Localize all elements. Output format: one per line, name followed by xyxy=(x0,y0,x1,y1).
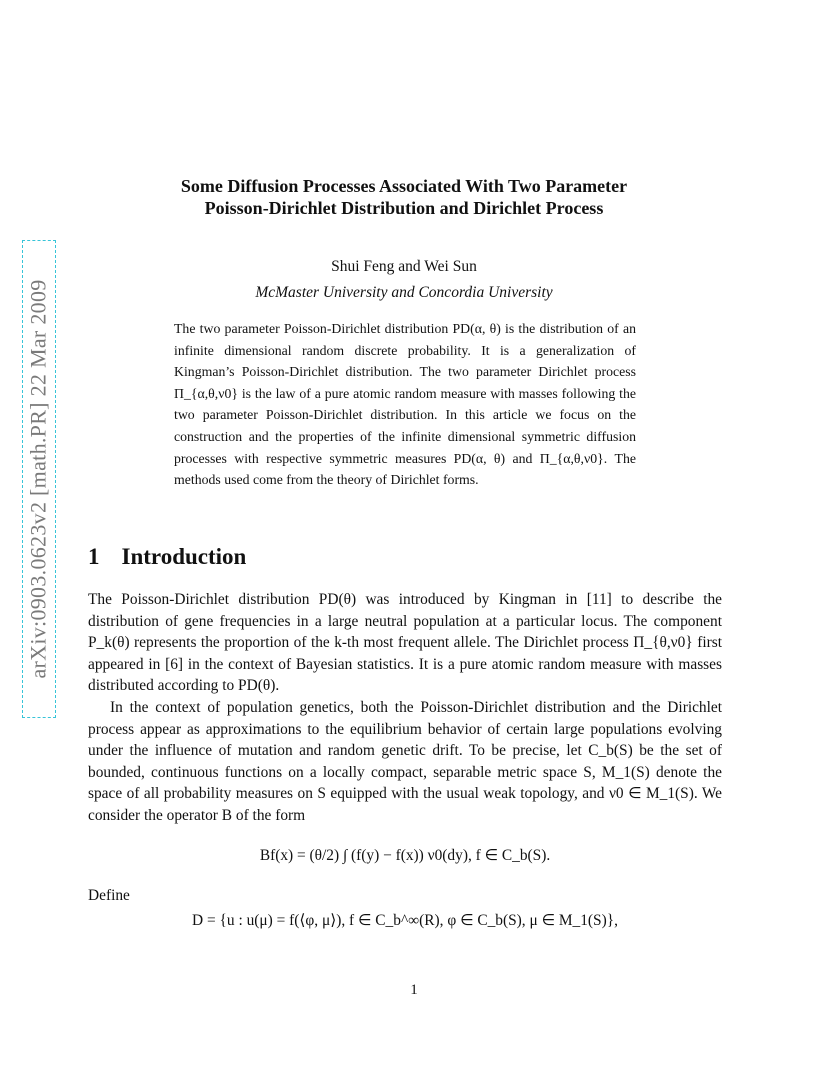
section-heading xyxy=(88,544,246,570)
authors: Shui Feng and Wei Sun xyxy=(331,258,477,275)
arxiv-side-identifier xyxy=(22,240,56,718)
title-line-2: Poisson-Dirichlet Distribution and Dirichlet Process xyxy=(204,198,604,218)
abstract: The two parameter Poisson-Dirichlet distribution PD(α, θ) is the distribution of an infinite dimensional random discrete probability. It is a generalization of Kingman’s Poisson-Dirichlet distribution. The two parameter Dirichlet process Π_{α,θ,ν0} is the law of a pure atomic random measure with masses following the two parameter Poisson-Dirichlet distribution. In this article we focus on the construction and the properties of the infinite dimensional symmetric diffusion processes with respective symmetric measures PD(α, θ) and Π_{α,θ,ν0}. The methods used come from the theory of Dirichlet forms. xyxy=(174,321,636,488)
equation-domain-d: D = {u : u(μ) = f(⟨φ, μ⟩), f ∈ C_b^∞(R), φ ∈ C_b(S), μ ∈ M_1(S)}, xyxy=(192,912,618,929)
arxiv-id-text: arXiv:0903.0623v2 [math.PR] 22 Mar 2009 xyxy=(26,279,52,679)
paper-title xyxy=(100,175,708,219)
affiliation: McMaster University and Concordia University xyxy=(255,284,553,301)
section-number: 1 xyxy=(88,544,100,569)
section-title: Introduction xyxy=(121,544,247,569)
equation-operator-b: Bf(x) = (θ/2) ∫ (f(y) − f(x)) ν0(dy), f ∈ C_b(S). xyxy=(259,847,551,864)
define-label: Define xyxy=(88,887,130,904)
paragraph-2: In the context of population genetics, both the Poisson-Dirichlet distribution and the Dirichlet process appear as approximations to the equilibrium behavior of certain large populations evolving under the influence of mutation and random genetic drift. To be precise, let C_b(S) be the set of bounded, continuous functions on a locally compact, separable metric space S, M_1(S) denote the space of all probability measures on S equipped with the usual weak topology, and ν0 ∈ M_1(S). We consider the operator B of the form xyxy=(88,699,722,824)
page-number: 1 xyxy=(410,982,418,998)
title-line-1: Some Diffusion Processes Associated With Two Parameter xyxy=(180,176,628,196)
paragraph-1: The Poisson-Dirichlet distribution PD(θ) was introduced by Kingman in [11] to describe the distribution of gene frequencies in a large neutral population at a particular locus. The component P_k(θ) represents the proportion of the k-th most frequent allele. The Dirichlet process Π_{θ,ν0} first appeared in [6] in the context of Bayesian statistics. It is a pure atomic random measure with masses distributed according to PD(θ). xyxy=(88,591,722,695)
